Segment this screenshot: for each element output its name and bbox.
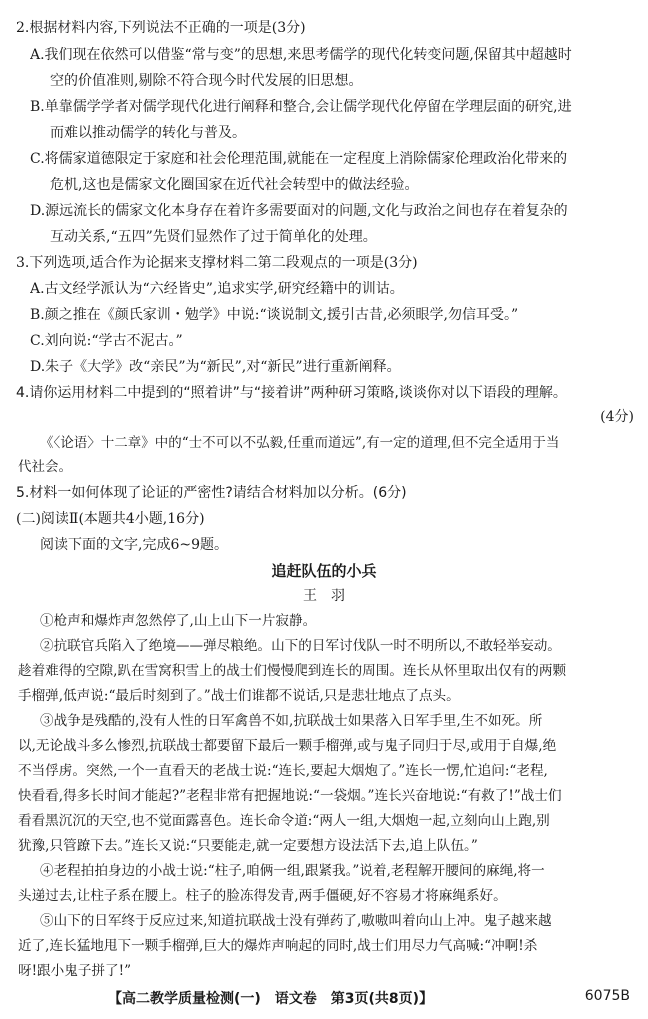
story-paragraph-5: ⑤山下的日军终于反应过来,知道抗联战士没有弹药了,嗷嗷叫着向山上冲。鬼子越来越 bbox=[40, 913, 552, 929]
story-paragraph-3-line-5: 看看黑沉沉的天空,也不觉面露喜色。连长命令道:“两人一组,大烟炮一起,立刻向山上跑,别 bbox=[18, 813, 550, 829]
story-paragraph-1: ①枪声和爆炸声忽然停了,山上山下一片寂静。 bbox=[40, 613, 317, 629]
q3-option-b: B.颜之推在《颜氏家训・勉学》中说:“谈说制文,援引古昔,必须眼学,勿信耳受。” bbox=[30, 307, 519, 323]
story-paragraph-3-line-2: 以,无论战斗多么惨烈,抗联战士都要留下最后一颗手榴弹,或与鬼子同归于尽,或用于自爆,绝 bbox=[18, 738, 557, 754]
story-paragraph-2-line-3: 手榴弹,低声说:“最后时刻到了。”战士们谁都不说话,只是悲壮地点了点头。 bbox=[18, 688, 460, 704]
story-title: 追赶队伍的小兵 bbox=[271, 562, 377, 580]
q4-quote: 《〈论语〉十二章》中的“士不可以不弘毅,任重而道远”,有一定的道理,但不完全适用于当 bbox=[40, 435, 560, 451]
footer-exam-info: 【高二教学质量检测(一) 语文卷 第3页(共8页)】 bbox=[108, 991, 434, 1007]
story-paragraph-5-line-2: 近了,连长猛地甩下一颗手榴弹,巨大的爆炸声响起的同时,战士们用尽力气高喊:“冲啊!杀 bbox=[18, 938, 538, 954]
question-3-stem: 3.下列选项,适合作为论据来支撑材料二第二段观点的一项是(3分) bbox=[16, 255, 418, 271]
q3-option-a: A.古文经学派认为“六经皆史”,追求实学,研究经籍中的训诂。 bbox=[30, 281, 404, 297]
story-paragraph-5-line-3: 呀!跟小鬼子拼了!” bbox=[18, 963, 132, 979]
question-4-stem: 4.请你运用材料二中提到的“照着讲”与“接着讲”两种研习策略,谈谈你对以下语段的理解。 bbox=[16, 385, 567, 401]
q2-option-a-cont: 空的价值准则,剔除不符合现今时代发展的旧思想。 bbox=[50, 73, 363, 89]
q4-quote-cont: 代社会。 bbox=[18, 459, 72, 475]
q2-option-a: A.我们现在依然可以借鉴“常与变”的思想,来思考儒学的现代化转变问题,保留其中超越时 bbox=[30, 47, 572, 63]
question-4-points: (4分) bbox=[600, 409, 634, 425]
q2-option-c: C.将儒家道德限定于家庭和社会伦理范围,就能在一定程度上消除儒家伦理政治化带来的 bbox=[30, 151, 568, 167]
story-paragraph-3-line-3: 不当俘虏。突然,一个一直看天的老战士说:“连长,要起大烟炮了。”连长一愣,忙追问:“老程, bbox=[18, 763, 548, 779]
question-5-stem: 5.材料一如何体现了论证的严密性?请结合材料加以分析。(6分) bbox=[16, 485, 407, 501]
q2-option-b-cont: 而难以推动儒学的转化与普及。 bbox=[50, 125, 246, 141]
story-paragraph-2-line-2: 趁着难得的空隙,趴在雪窝积雪上的战士们慢慢爬到连长的周围。连长从怀里取出仅有的两颗 bbox=[18, 663, 567, 679]
story-paragraph-4-line-2: 头递过去,让柱子系在腰上。柱子的脸冻得发青,两手僵硬,好不容易才将麻绳系好。 bbox=[18, 888, 507, 904]
q3-option-d: D.朱子《大学》改“亲民”为“新民”,对“新民”进行重新阐释。 bbox=[30, 359, 401, 375]
q2-option-c-cont: 危机,这也是儒家文化圈国家在近代社会转型中的做法经验。 bbox=[50, 177, 419, 193]
story-paragraph-2: ②抗联官兵陷入了绝境——弹尽粮绝。山下的日军讨伐队一时不明所以,不敢轻举妄动。 bbox=[40, 638, 561, 654]
story-paragraph-3-line-4: 快看看,得多长时间才能起?”老程非常有把握地说:“一袋烟。”连长兴奋地说:“有救了!”战士们 bbox=[18, 788, 562, 804]
q3-option-c: C.刘向说:“学古不泥古。” bbox=[30, 333, 183, 349]
q2-option-b: B.单靠儒学学者对儒学现代化进行阐释和整合,会让儒学现代化停留在学理层面的研究,进 bbox=[30, 99, 572, 115]
q2-option-d: D.源远流长的儒家文化本身存在着许多需要面对的问题,文化与政治之间也存在着复杂的 bbox=[30, 203, 568, 219]
page-footer bbox=[0, 988, 648, 1008]
story-paragraph-3-line-6: 犹豫,只管蹽下去。”连长又说:“只要能走,就一定要想方设法活下去,追上队伍。” bbox=[18, 838, 478, 854]
section-heading: (二)阅读Ⅱ(本题共4小题,16分) bbox=[16, 511, 205, 527]
story-paragraph-4: ④老程拍拍身边的小战士说:“柱子,咱俩一组,跟紧我。”说着,老程解开腰间的麻绳,将一 bbox=[40, 863, 545, 879]
footer-paper-code: 6075B bbox=[584, 988, 630, 1004]
reading-instruction: 阅读下面的文字,完成6~9题。 bbox=[40, 537, 228, 553]
q2-option-d-cont: 互动关系,“五四”先贤们显然作了过于简单化的处理。 bbox=[50, 229, 377, 245]
story-paragraph-3: ③战争是残酷的,没有人性的日军禽兽不如,抗联战士如果落入日军手里,生不如死。所 bbox=[40, 713, 543, 729]
story-author: 王 羽 bbox=[303, 588, 345, 604]
question-2-stem: 2.根据材料内容,下列说法不正确的一项是(3分) bbox=[16, 20, 306, 36]
